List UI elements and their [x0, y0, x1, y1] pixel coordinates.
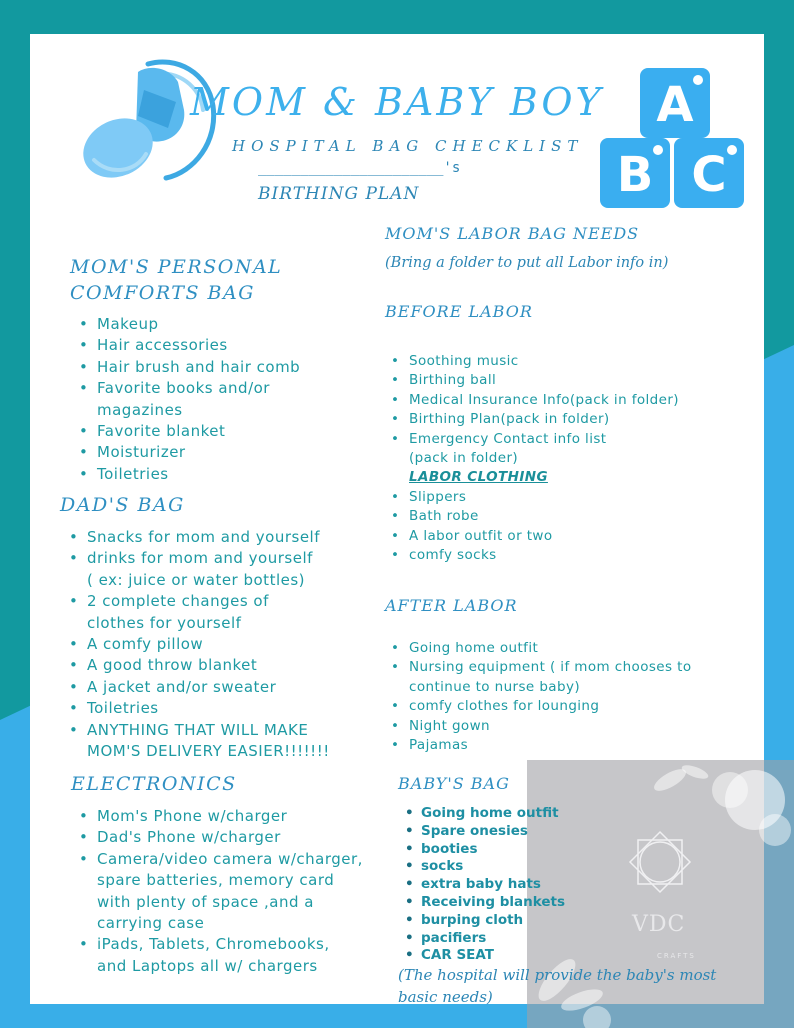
list-item-continuation: spare batteries, memory card: [97, 871, 335, 890]
list-item: • Nursing equipment ( if mom chooses to: [409, 658, 691, 677]
list-item-continuation: magazines: [97, 400, 183, 419]
list-item: • Dad's Phone w/charger: [97, 827, 363, 848]
birthing-plan-label: BIRTHING PLAN: [258, 184, 420, 204]
abc-blocks-icon: [598, 66, 748, 212]
block-letter-b: B: [616, 147, 654, 203]
block-letter-a: A: [656, 77, 694, 133]
labor-bag-instruction: (Bring a folder to put all Labor info in): [385, 255, 669, 271]
list-item: • Toiletries: [97, 464, 300, 485]
list-item-continuation: carrying case: [97, 914, 205, 933]
list-item: • Slippers: [409, 488, 679, 507]
list-item: • Emergency Contact info list: [409, 430, 679, 449]
list-item: • comfy clothes for lounging: [409, 697, 691, 716]
list-item: • booties: [421, 841, 565, 859]
list-item: • iPads, Tablets, Chromebooks,: [97, 934, 363, 955]
list-item: • A labor outfit or two: [409, 527, 679, 546]
list-item: • drinks for mom and yourself: [87, 548, 330, 569]
before-labor-list: [383, 352, 679, 565]
list-item: • pacifiers: [421, 930, 565, 948]
wreath-emblem-icon: [628, 830, 692, 894]
electronics-list: [71, 806, 363, 977]
list-item: • burping cloth: [421, 912, 565, 930]
after-labor-heading: AFTER LABOR: [385, 596, 518, 615]
list-item: • socks: [421, 858, 565, 876]
list-item: • Birthing Plan(pack in folder): [409, 410, 679, 429]
dads-bag-heading: DAD'S BAG: [60, 494, 185, 516]
list-item: • Hair brush and hair comb: [97, 357, 300, 378]
babys-bag-note: (The hospital will provide the baby's most basic needs): [398, 966, 717, 1006]
moms-personal-heading-1: MOM'S PERSONAL: [70, 256, 283, 278]
before-labor-heading: BEFORE LABOR: [385, 302, 533, 321]
list-item-continuation: continue to nurse baby): [409, 678, 580, 695]
labor-bag-heading: MOM'S LABOR BAG NEEDS: [385, 224, 640, 243]
babys-bag-list: [397, 805, 565, 965]
watermark-sub: CRAFTS: [657, 952, 696, 960]
list-item-continuation: and Laptops all w/ chargers: [97, 956, 318, 975]
list-item: • Toiletries: [87, 698, 330, 719]
list-item: • Going home outfit: [421, 805, 565, 823]
labor-clothing-label: LABOR CLOTHING: [409, 469, 548, 486]
list-item: • Favorite blanket: [97, 421, 300, 442]
list-item: • A jacket and/or sweater: [87, 677, 330, 698]
list-item: • A comfy pillow: [87, 634, 330, 655]
list-item: • ANYTHING THAT WILL MAKE: [87, 720, 330, 741]
babys-bag-heading: BABY'S BAG: [398, 774, 510, 793]
after-labor-list: [383, 639, 691, 755]
block-letter-c: C: [691, 147, 727, 203]
list-item: • Snacks for mom and yourself: [87, 527, 330, 548]
watermark-brand: VDC: [632, 912, 686, 937]
list-item-continuation: MOM'S DELIVERY EASIER!!!!!!!: [87, 742, 330, 761]
list-item: • Pajamas: [409, 736, 691, 755]
list-item: • Hair accessories: [97, 335, 300, 356]
list-item: • Camera/video camera w/charger,: [97, 849, 363, 870]
name-blank-line: ______________________'s: [258, 160, 461, 176]
list-item-continuation: with plenty of space ,and a: [97, 892, 314, 911]
list-item: • CAR SEAT: [421, 947, 565, 965]
list-item: • Going home outfit: [409, 639, 691, 658]
list-item: • Makeup: [97, 314, 300, 335]
list-item-continuation: ( ex: juice or water bottles): [87, 570, 306, 589]
list-item: • comfy socks: [409, 546, 679, 565]
list-item: • Night gown: [409, 717, 691, 736]
list-item: • A good throw blanket: [87, 655, 330, 676]
list-item: • Spare onesies: [421, 823, 565, 841]
list-item-continuation: clothes for yourself: [87, 613, 242, 632]
list-item: • Favorite books and/or: [97, 378, 300, 399]
list-item: • extra baby hats: [421, 876, 565, 894]
page-title: MOM & BABY BOY: [190, 80, 604, 124]
list-item: • Birthing ball: [409, 371, 679, 390]
electronics-heading: ELECTRONICS: [71, 773, 237, 795]
list-item: • Soothing music: [409, 352, 679, 371]
list-item: • Receiving blankets: [421, 894, 565, 912]
moms-personal-heading-2: COMFORTS BAG: [70, 282, 255, 304]
list-item-continuation: (pack in folder): [409, 450, 519, 467]
list-item: • Moisturizer: [97, 442, 300, 463]
list-item: • Medical Insurance Info(pack in folder): [409, 391, 679, 410]
list-item: • 2 complete changes of: [87, 591, 330, 612]
list-item: • Bath robe: [409, 507, 679, 526]
dads-bag-list: [61, 527, 330, 762]
moms-personal-list: [71, 314, 300, 485]
list-item: • Mom's Phone w/charger: [97, 806, 363, 827]
page-subtitle: HOSPITAL BAG CHECKLIST: [232, 137, 584, 155]
